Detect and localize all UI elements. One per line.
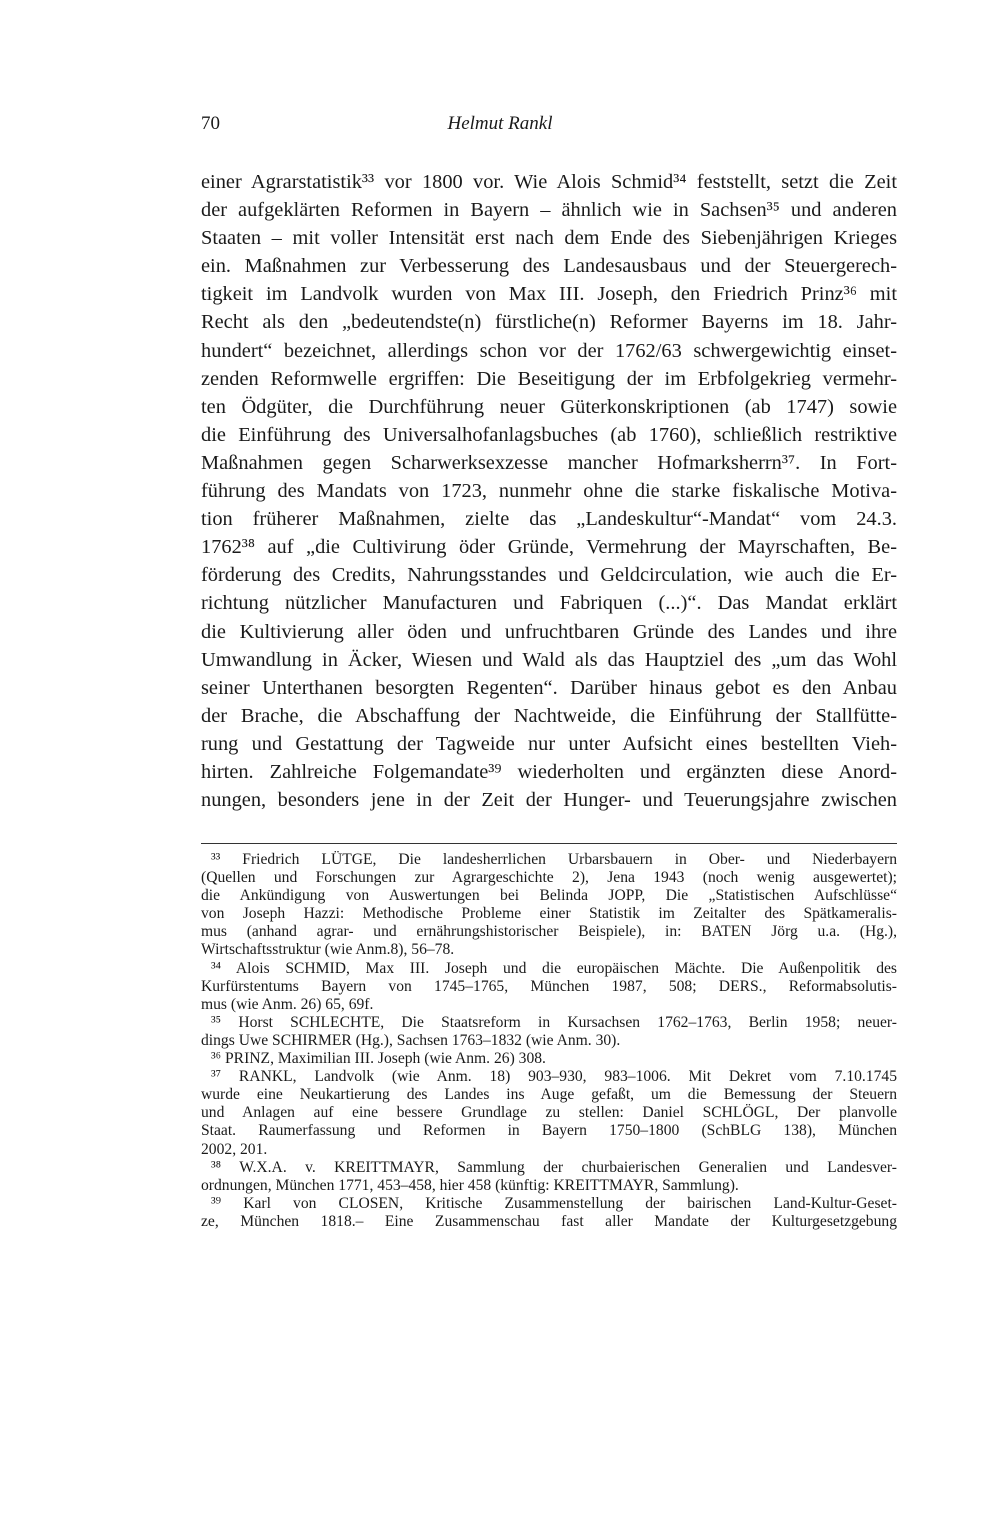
footnote-line: ze, München 1818.– Eine Zusammenschau fast aller Mandate der Kulturgesetzgebung — [201, 1212, 897, 1230]
footnotes — [201, 851, 897, 1231]
footnote-37 — [201, 1068, 897, 1158]
body-line: rung und Gestattung der Tagweide nur unter Aufsicht eines bestellten Vieh- — [201, 732, 897, 755]
running-head: Helmut Rankl — [447, 113, 553, 134]
body-line: der Brache, die Abschaffung der Nachtweide, die Einführung der Stallfütte- — [201, 704, 897, 727]
body-line: hirten. Zahlreiche Folgemandate³⁹ wiederholten und ergänzten diese Anord- — [201, 760, 897, 783]
body-line: Recht als den „bedeutendste(n) fürstliche(n) Reformer Bayerns im 18. Jahr- — [201, 311, 897, 334]
body-line: ten Ödgüter, die Durchführung neuer Güterkonskriptionen (ab 1747) sowie — [201, 395, 897, 418]
footnote-line: Staat. Raumerfassung und Reformen in Bayern 1750–1800 (SchBLG 138), München — [201, 1122, 897, 1140]
footnote-line: ³⁹ Karl von CLOSEN, Kritische Zusammenstellung der bairischen Land-Kultur-Geset- — [211, 1194, 897, 1212]
footnote-36 — [201, 1050, 897, 1068]
page-number: 70 — [201, 113, 220, 134]
body-line: ein. Maßnahmen zur Verbesserung des Landesausbaus und der Steuergerech- — [201, 255, 897, 278]
footnote-line: ³³ Friedrich LÜTGE, Die landesherrlichen Urbarsbauern in Ober- und Niederbayern — [211, 851, 897, 868]
body-line: Staaten – mit voller Intensität erst nach dem Ende des Siebenjährigen Krieges — [201, 227, 897, 250]
body-line: richtung nützlicher Manufacturen und Fabriquen (...)“. Das Mandat erklärt — [201, 592, 897, 615]
footnote-line: ordnungen, München 1771, 453–458, hier 458 (künftig: KREITTMAYR, Sammlung). — [201, 1176, 739, 1194]
footnote-line: mus (wie Anm. 26) 65, 69f. — [201, 995, 374, 1013]
footnote-line: ³⁶ PRINZ, Maximilian III. Joseph (wie Anm. 26) 308. — [211, 1050, 546, 1068]
footnote-line: ³⁴ Alois SCHMID, Max III. Joseph und die europäischen Mächte. Die Außenpolitik des — [211, 959, 897, 977]
footnote-line: dings Uwe SCHIRMER (Hg.), Sachsen 1763–1832 (wie Anm. 30). — [201, 1031, 621, 1049]
footnote-line: und Anlagen auf eine bessere Grundlage zu stellen: Daniel SCHLÖGL, Der planvolle — [201, 1104, 897, 1122]
footnote-separator — [201, 843, 897, 844]
footnote-line: Kurfürstentums Bayern von 1745–1765, München 1987, 508; DERS., Reformabsolutis- — [201, 977, 897, 995]
body-line: hundert“ bezeichnet, allerdings schon vor der 1762/63 schwergewichtig einset- — [201, 339, 897, 362]
footnote-line: ³⁷ RANKL, Landvolk (wie Anm. 18) 903–930, 983–1006. Mit Dekret vom 7.10.1745 — [211, 1068, 897, 1086]
footnote-line: mus (anhand agrar- und ernährungshistorischer Beispiele), in: BATEN Jörg u.a. (Hg.), — [201, 923, 897, 941]
body-line: einer Agrarstatistik³³ vor 1800 vor. Wie Alois Schmid³⁴ feststellt, setzt die Zeit — [201, 171, 897, 193]
body-text — [201, 168, 897, 814]
footnote-line: (Quellen und Forschungen zur Agrargeschichte 2), Jena 1943 (noch wenig ausgewertet); — [201, 869, 897, 887]
body-line: 1762³⁸ auf „die Cultivirung öder Gründe, Vermehrung der Mayrschaften, Be- — [201, 536, 897, 559]
footnote-39 — [201, 1195, 897, 1231]
body-line: führung des Mandats von 1723, nunmehr ohne die starke fiskalische Motiva- — [201, 480, 897, 503]
body-line: Maßnahmen gegen Scharwerksexzesse mancher Hofmarksherrn³⁷. In Fort- — [201, 451, 897, 474]
footnote-34 — [201, 960, 897, 1014]
footnote-33 — [201, 851, 897, 960]
footnote-line: Wirtschaftsstruktur (wie Anm.8), 56–78. — [201, 941, 455, 959]
body-line: der aufgeklärten Reformen in Bayern – ähnlich wie in Sachsen³⁵ und anderen — [201, 199, 897, 222]
footnote-line: ³⁸ W.X.A. v. KREITTMAYR, Sammlung der churbaierischen Generalien und Landesver- — [211, 1158, 897, 1176]
footnote-line: 2002, 201. — [201, 1140, 268, 1158]
body-line: tigkeit im Landvolk wurden von Max III. Joseph, den Friedrich Prinz³⁶ mit — [201, 283, 897, 306]
footnote-38 — [201, 1159, 897, 1195]
body-line: tion früherer Maßnahmen, zielte das „Landeskultur“-Mandat“ vom 24.3. — [201, 508, 897, 531]
footnote-line: ³⁵ Horst SCHLECHTE, Die Staatsreform in Kursachsen 1762–1763, Berlin 1958; neuer- — [211, 1013, 897, 1031]
footnote-35 — [201, 1014, 897, 1050]
body-line: die Einführung des Universalhofanlagsbuches (ab 1760), schließlich restriktive — [201, 423, 897, 446]
footnote-line: von Joseph Hazzi: Methodische Probleme einer Statistik im Zeitalter des Spätkameralis- — [201, 905, 897, 923]
body-line: nungen, besonders jene in der Zeit der Hunger- und Teuerungsjahre zwischen — [201, 789, 897, 812]
body-line: zenden Reformwelle ergriffen: Die Beseitigung der im Erbfolgekrieg vermehr- — [201, 367, 897, 390]
footnote-line: wurde eine Neukartierung des Landes ins Auge gefaßt, um die Bemessung der Steuern — [201, 1086, 897, 1104]
body-line: Umwandlung in Äcker, Wiesen und Wald als das Hauptziel des „um das Wohl — [201, 648, 897, 671]
body-line: seiner Unterthanen besorgten Regenten“. Darüber hinaus gebot es den Anbau — [201, 676, 897, 699]
body-line: die Kultivierung aller öden und unfruchtbaren Gründe des Landes und ihre — [201, 620, 897, 643]
body-line: förderung des Credits, Nahrungsstandes und Geldcirculation, wie auch die Er- — [201, 564, 897, 587]
footnote-line: die Ankündigung von Auswertungen bei Belinda JOPP, Die „Statistischen Aufschlüsse“ — [201, 887, 897, 905]
